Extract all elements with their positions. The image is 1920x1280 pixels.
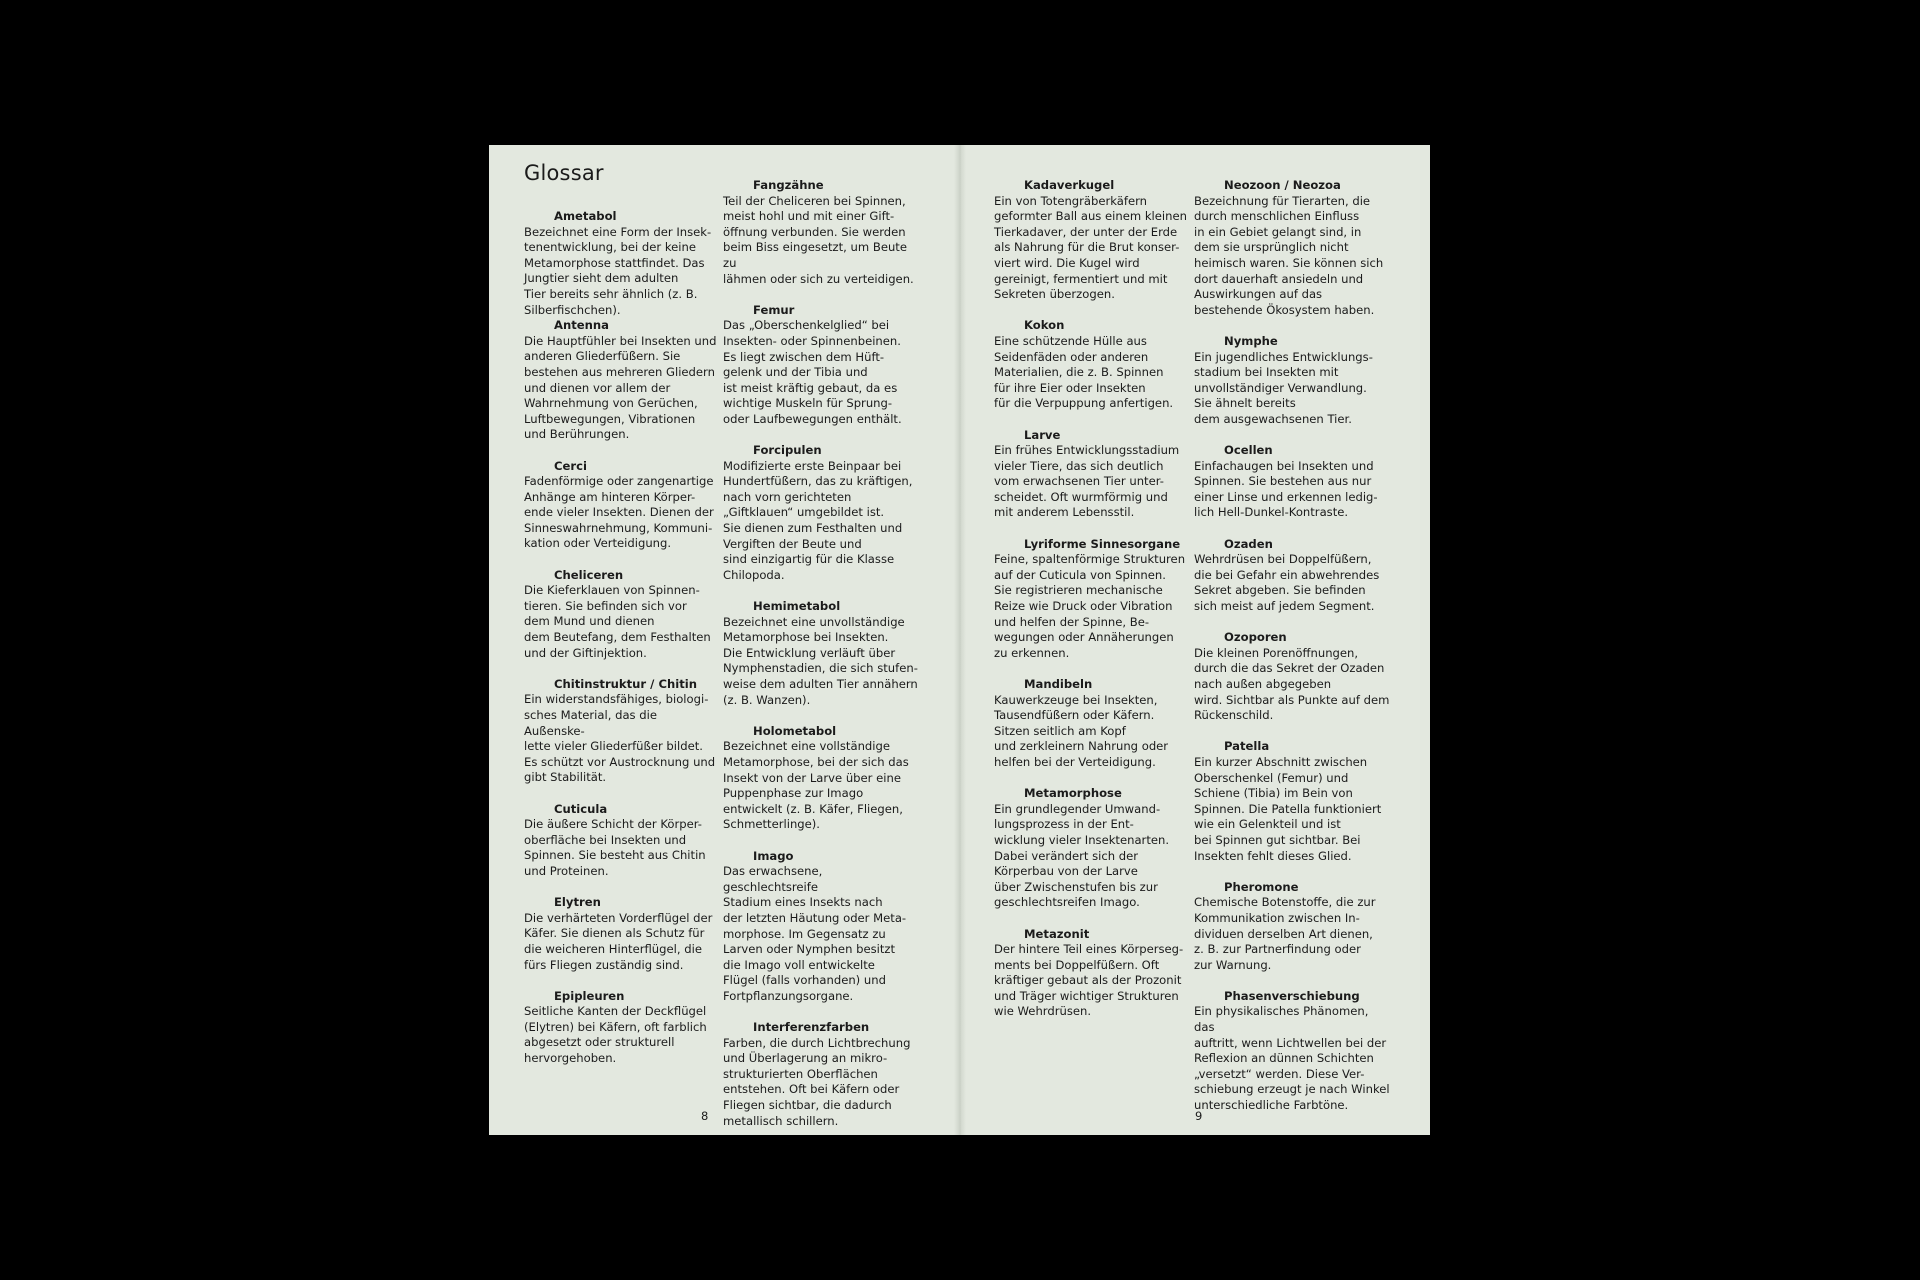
glossary-entry [524,209,720,318]
glossary-entry [524,802,720,880]
glossary-term: Ametabol [554,209,617,223]
glossary-term: Metazonit [1024,926,1090,941]
glossary-definition: Ein widerstandsfähiges, biologi- sches Material, das die Außenske- lette vieler Gliederfüßer bildet. Es schützt vor Austrocknung und gibt Stabilität. [524,692,716,785]
glossary-term: Lyriforme Sinnesorgane [1024,536,1181,551]
glossary-definition: Bezeichnet eine vollständige Metamorphose, bei der sich das Insekt von der Larve über eine Puppenphase zur Imago entwickelt (z. B. Käfer, Fliegen, Schmetterlinge). [723,739,909,832]
glossary-column-4 [1194,178,1390,1129]
glossary-definition: Ein kurzer Abschnitt zwischen Oberschenkel (Femur) und Schiene (Tibia) im Bein von Spinnen. Die Patella funktioniert wie ein Gelenkteil und ist bei Spinnen gut sichtbar. Bei Insekten fehlt dieses Glied. [1194,754,1382,863]
glossary-term: Pheromone [1224,879,1299,894]
glossary-entry [723,178,919,287]
glossary-term: Forcipulen [753,443,822,458]
glossary-term: Metamorphose [1024,786,1122,801]
glossary-entry [524,318,720,443]
glossary-definition: Fadenförmige oder zangenartige Anhänge am hinteren Körper- ende vieler Insekten. Dienen der Sinneswahrnehmung, Kommuni- kation oder Verteidigung. [524,474,714,551]
glossary-term: Kadaverkugel [1024,178,1115,192]
glossary-term: Interferenzfarben [753,1020,870,1035]
glossary-entry [994,178,1190,303]
glossary-entry [524,895,720,973]
glossary-entry [1194,334,1390,428]
glossary-term: Ocellen [1224,443,1273,458]
glossary-definition: Die äußere Schicht der Körper- oberfläche bei Insekten und Spinnen. Sie besteht aus Chitin und Proteinen. [524,817,706,878]
glossary-definition: Seitliche Kanten der Deckflügel (Elytren) bei Käfern, oft farblich abgesetzt oder strukturell hervorgehoben. [524,1004,707,1066]
glossary-entry [723,1020,919,1129]
glossary-definition: Kauwerkzeuge bei Insekten, Tausendfüßern oder Käfern. Sitzen seitlich am Kopf und zerkleinern Nahrung oder helfen bei der Verteidigung. [994,692,1169,769]
glossary-definition: Teil der Cheliceren bei Spinnen, meist hohl und mit einer Gift- öffnung verbunden. Sie werden beim Biss eingesetzt, um Beute zu lähmen oder sich zu verteidigen. [723,193,914,286]
glossary-entry [1194,989,1390,1114]
glossary-term: Femur [753,302,795,317]
glossary-term: Antenna [554,318,609,333]
glossary-entry [524,989,720,1067]
glossary-definition: Bezeichnet eine Form der Insek- tenentwicklung, bei der keine Metamorphose stattfindet. Das Jungtier sieht dem adulten Tier bereits sehr ähnlich (z. B. Silberfischchen). [524,224,712,317]
glossary-entry [994,537,1190,662]
glossary-term: Holometabol [753,723,837,738]
right-page [960,145,1430,1135]
glossary-entry [1194,443,1390,521]
glossary-term: Epipleuren [554,988,625,1003]
glossary-definition: Ein frühes Entwicklungsstadium vieler Tiere, das sich deutlich vom erwachsenen Tier unter- scheidet. Oft wurmförmig und mit anderem Lebensstil. [994,443,1180,520]
glossary-term: Ozoporen [1224,630,1287,645]
glossary-entry [723,724,919,833]
glossary-term: Nymphe [1224,333,1278,348]
glossary-term: Cheliceren [554,567,624,582]
glossary-definition: Feine, spaltenförmige Strukturen auf der Cuticula von Spinnen. Sie registrieren mechanische Reize wie Druck oder Vibration und helfen der Spinne, Be- wegungen oder Annäherungen zu erkennen. [994,552,1186,660]
glossary-entry [1194,880,1390,974]
glossary-entry [524,459,720,553]
glossary-definition: Ein grundlegender Umwand- lungsprozess in der Ent- wicklung vieler Insektenarten. Dabei verändert sich der Körperbau von der Larve über Zwischenstufen bis zur geschlechtsreifen Imago. [994,801,1170,910]
glossary-definition: Modifizierte erste Beinpaar bei Hundertfüßern, das zu kräftigen, nach vorn gerichteten „Giftklauen“ umgebildet ist. Sie dienen zum Festhalten und Vergiften der Beute und sind einzigartig für die Klasse Chilopoda. [723,458,913,582]
glossary-definition: Eine schützende Hülle aus Seidenfäden oder anderen Materialien, die z. B. Spinnen für ihre Eier oder Insekten für die Verpuppung anfertigen. [994,333,1174,411]
glossary-definition: Einfachaugen bei Insekten und Spinnen. Sie bestehen aus nur einer Linse und erkennen ledig- lich Hell-Dunkel-Kontraste. [1194,458,1378,520]
glossary-definition: Chemische Botenstoffe, die zur Kommunikation zwischen In- dividuen derselben Art dienen, z. B. zur Partnerfindung oder zur Warnung. [1194,895,1376,972]
glossary-term: Hemimetabol [753,599,841,614]
glossary-entry [723,303,919,428]
glossary-entry [723,443,919,583]
glossary-definition: Ein jugendliches Entwicklungs- stadium bei Insekten mit unvollständiger Verwandlung. Sie ähnelt bereits dem ausgewachsenen Tier. [1194,349,1373,426]
glossary-term: Mandibeln [1024,677,1093,691]
glossary-definition: Farben, die durch Lichtbrechung und Überlagerung an mikro- strukturierten Oberflächen entstehen. Oft bei Käfern oder Fliegen sichtbar, die dadurch metallisch schillern. [723,1035,911,1128]
glossary-definition: Ein physikalisches Phänomen, das auftritt, wenn Lichtwellen bei der Reflexion an dünnen Schichten „versetzt“ werden. Diese Ver- schiebung erzeugt je nach Winkel unterschiedliche Farbtöne. [1194,1004,1390,1113]
glossary-term: Phasenverschiebung [1224,988,1360,1003]
glossary-entry [524,677,720,786]
glossary-entry [994,927,1190,1021]
glossary-term: Cuticula [554,801,608,816]
glossary-term: Fangzähne [753,178,824,192]
glossary-term: Elytren [554,895,601,910]
glossary-entry [1194,630,1390,724]
glossary-entry [524,568,720,662]
glossary-entry [723,599,919,708]
glossary-term: Chitinstruktur / Chitin [554,676,697,691]
glossary-definition: Die Kieferklauen von Spinnen- tieren. Sie befinden sich vor dem Mund und dienen dem Beutefang, dem Festhalten und der Giftinjektion. [524,583,711,660]
glossary-entry [723,849,919,1005]
book-spread [489,145,1430,1135]
glossary-definition: Ein von Totengräberkäfern geformter Ball aus einem kleinen Tierkadaver, der unter der Erde als Nahrung für die Brut konser- viert wird. Die Kugel wird gereinigt, fermentiert und mit Sekreten überzogen. [994,193,1187,302]
glossary-entry [994,428,1190,522]
glossary-column-2 [723,178,919,1145]
glossary-definition: Die verhärteten Vorderflügel der Käfer. Sie dienen als Schutz für die weicheren Hinterflügel, die fürs Fliegen zuständig sind. [524,910,713,972]
glossary-definition: Wehrdrüsen bei Doppelfüßern, die bei Gefahr ein abwehrendes Sekret abgeben. Sie befinden sich meist auf jedem Segment. [1194,552,1380,614]
glossary-term: Neozoon / Neozoa [1224,178,1341,192]
glossary-term: Ozaden [1224,536,1273,551]
glossary-definition: Die Hauptfühler bei Insekten und anderen Gliederfüßern. Sie bestehen aus mehreren Gliedern und dienen vor allem der Wahrnehmung von Gerüchen, Luftbewegungen, Vibrationen und Berührungen. [524,333,717,442]
glossary-term: Imago [753,848,794,863]
glossary-entry [994,786,1190,911]
page-number: 9 [1195,1109,1203,1123]
glossary-entry [1194,537,1390,615]
glossary-entry [1194,739,1390,864]
glossary-term: Cerci [554,458,587,473]
glossary-entry [994,318,1190,412]
glossary-definition: Bezeichnung für Tierarten, die durch menschlichen Einfluss in ein Gebiet gelangt sind, in dem sie ursprünglich nicht heimisch waren. Sie können sich dort dauerhaft ansiedeln und Auswirkungen auf das bestehende Ökosystem haben. [1194,193,1384,317]
glossary-term: Patella [1224,739,1270,754]
glossary-entry [994,677,1190,771]
glossary-entry [1194,178,1390,318]
glossary-definition: Das erwachsene, geschlechtsreife Stadium eines Insekts nach der letzten Häutung oder Meta- morphose. Im Gegensatz zu Larven oder Nymphen besitzt die Imago voll entwickelte Flügel (falls vorhanden) und Fortpflanzungsorgane. [723,864,907,1003]
glossary-definition: Die kleinen Porenöffnungen, durch die das Sekret der Ozaden nach außen abgegeben wird. Sichtbar als Punkte auf dem Rückenschild. [1194,645,1390,723]
glossary-definition: Das „Oberschenkelglied“ bei Insekten- oder Spinnenbeinen. Es liegt zwischen dem Hüft- gelenk und der Tibia und ist meist kräftig gebaut, da es wichtige Muskeln für Sprung- oder Laufbewegungen enthält. [723,318,902,426]
page-title: Glossar [524,161,604,185]
glossary-definition: Der hintere Teil eines Körperseg- ments bei Doppelfüßern. Oft kräftiger gebaut als der Prozonit und Träger wichtiger Strukturen wie Wehrdrüsen. [994,942,1184,1019]
glossary-term: Kokon [1024,318,1065,333]
glossary-term: Larve [1024,427,1061,442]
glossary-column-1 [524,209,720,1082]
glossary-definition: Bezeichnet eine unvollständige Metamorphose bei Insekten. Die Entwicklung verläuft über Nymphenstadien, die sich stufen- weise dem adulten Tier annähern (z. B. Wanzen). [723,614,918,707]
glossary-column-3 [994,178,1190,1036]
left-page [489,145,959,1135]
page-number: 8 [701,1109,709,1123]
